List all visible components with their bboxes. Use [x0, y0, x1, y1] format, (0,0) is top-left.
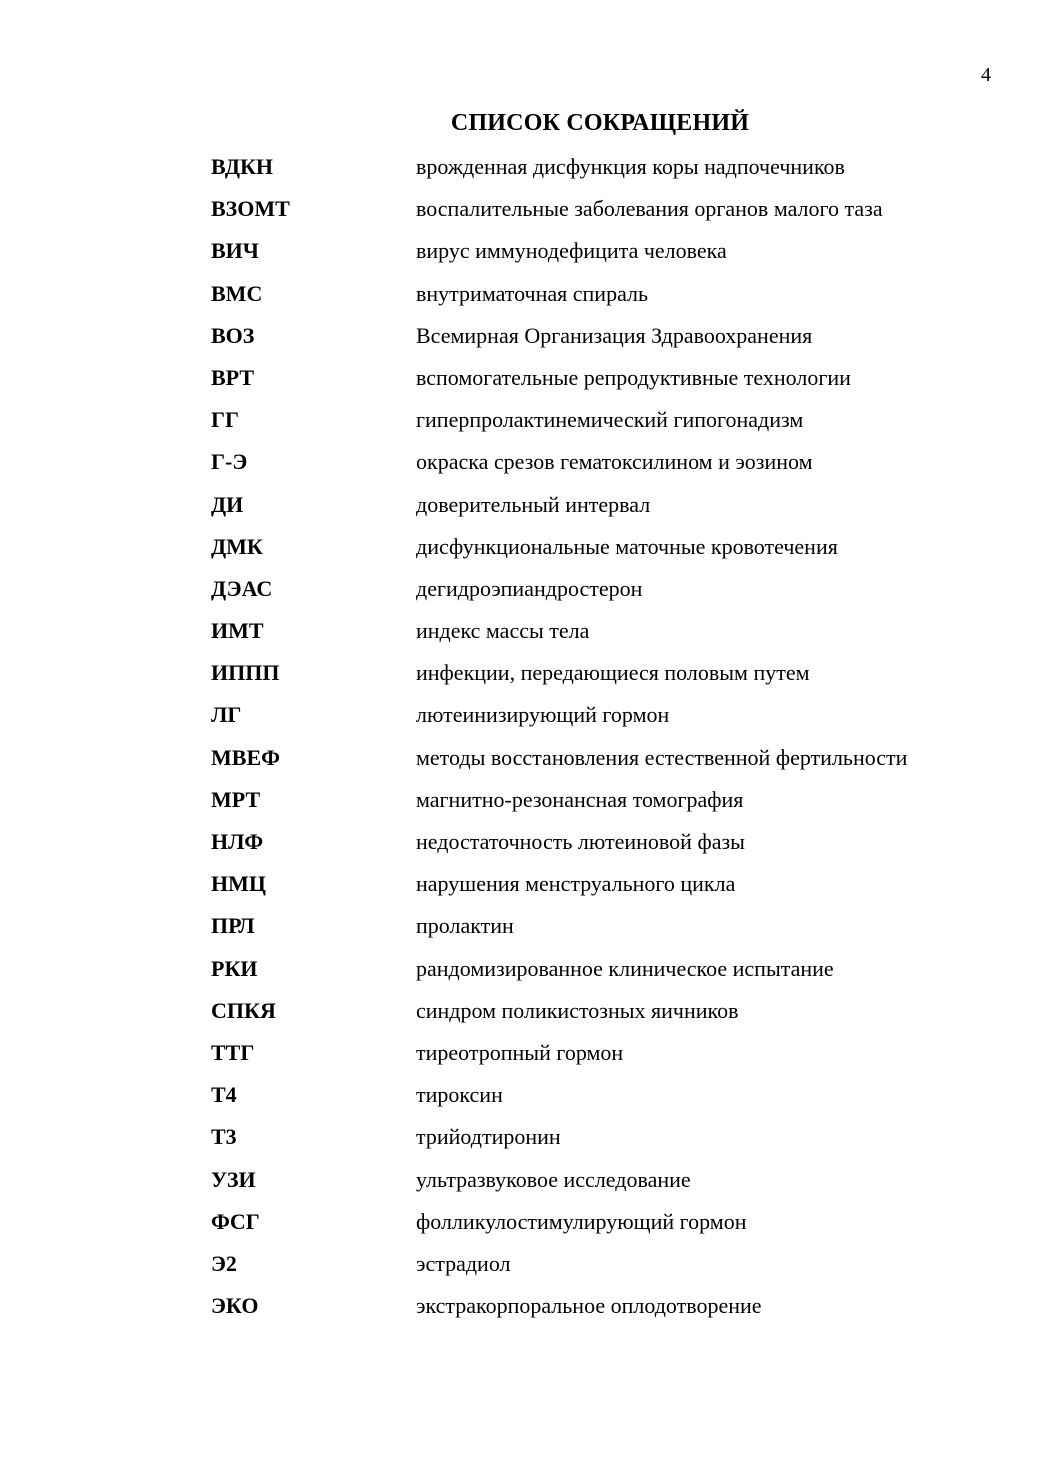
abbreviation-term: ВИЧ — [211, 238, 259, 264]
abbreviation-term: Э2 — [211, 1250, 237, 1276]
abbreviation-definition: ультразвуковое исследование — [416, 1166, 691, 1192]
abbreviation-term: Т3 — [211, 1124, 237, 1150]
abbreviation-term: Т4 — [211, 1082, 237, 1108]
abbreviation-definition: Всемирная Организация Здравоохранения — [416, 322, 813, 348]
abbreviation-definition: врожденная дисфункция коры надпочечников — [416, 154, 845, 179]
abbreviation-term: СПКЯ — [211, 997, 276, 1023]
abbreviation-definition: экстракорпоральное оплодотворение — [416, 1293, 762, 1319]
abbreviation-term: ВМС — [211, 280, 263, 306]
abbreviation-definition: синдром поликистозных яичников — [416, 997, 739, 1023]
abbreviation-definition: вспомогательные репродуктивные технологии — [416, 364, 851, 390]
abbreviation-term: ВРТ — [211, 364, 255, 390]
abbreviation-definition: дегидроэпиандростерон — [416, 575, 643, 601]
abbreviation-term: ИППП — [211, 660, 280, 686]
abbreviation-definition: фолликулостимулирующий гормон — [416, 1208, 747, 1234]
abbreviation-term: ВЗОМТ — [211, 196, 290, 222]
page-number: 4 — [981, 64, 991, 86]
abbreviation-definition: окраска срезов гематоксилином и эозином — [416, 449, 813, 475]
abbreviation-term: НЛФ — [211, 829, 264, 854]
abbreviation-definition: воспалительные заболевания органов малого таза — [416, 196, 883, 222]
abbreviation-term: РКИ — [211, 955, 258, 981]
abbreviation-term: ТТГ — [211, 1039, 255, 1065]
abbreviation-definition: рандомизированное клиническое испытание — [416, 955, 834, 981]
abbreviation-definition: вирус иммунодефицита человека — [416, 238, 727, 264]
abbreviation-definition: эстрадиол — [416, 1250, 511, 1276]
abbreviation-definition: инфекции, передающиеся половым путем — [416, 660, 810, 686]
abbreviation-definition: лютеинизирующий гормон — [416, 702, 670, 728]
abbreviation-definition: нарушения менструального цикла — [416, 871, 736, 897]
abbreviation-definition: внутриматочная спираль — [416, 280, 649, 306]
abbreviation-term: Г-Э — [211, 449, 248, 475]
abbreviation-term: МРТ — [211, 786, 261, 812]
abbreviation-term: ДИ — [211, 491, 244, 517]
abbreviation-term: ПРЛ — [211, 913, 255, 939]
abbreviation-definition: дисфункциональные маточные кровотечения — [416, 533, 838, 559]
abbreviation-term: МВЕФ — [211, 744, 281, 770]
abbreviation-term: УЗИ — [211, 1166, 256, 1192]
abbreviation-definition: тироксин — [416, 1082, 503, 1108]
abbreviation-term: ЭКО — [211, 1293, 259, 1319]
abbreviation-term: ДЭАС — [211, 575, 273, 601]
abbreviation-definition: трийодтиронин — [416, 1124, 561, 1150]
abbreviation-term: ЛГ — [211, 702, 242, 728]
abbreviation-term: ДМК — [211, 533, 263, 559]
abbreviation-definition: тиреотропный гормон — [416, 1039, 624, 1065]
abbreviation-term: ГГ — [211, 407, 239, 433]
abbreviation-definition: недостаточность лютеиновой фазы — [416, 829, 745, 854]
abbreviation-definition: индекс массы тела — [416, 618, 590, 644]
abbreviation-definition: доверительный интервал — [416, 491, 651, 517]
abbreviation-term: ВДКН — [211, 154, 274, 179]
abbreviation-term: ФСГ — [211, 1208, 260, 1234]
abbreviation-definition: гиперпролактинемический гипогонадизм — [416, 407, 804, 433]
abbreviation-term: ВОЗ — [211, 322, 255, 348]
abbreviation-definition: пролактин — [416, 913, 514, 939]
page-title: СПИСОК СОКРАЩЕНИЙ — [450, 110, 750, 136]
abbreviation-definition: методы восстановления естественной фертильности — [416, 744, 908, 770]
abbreviation-definition: магнитно-резонансная томография — [416, 786, 744, 812]
abbreviation-term: НМЦ — [211, 871, 266, 897]
abbreviation-term: ИМТ — [211, 618, 264, 644]
